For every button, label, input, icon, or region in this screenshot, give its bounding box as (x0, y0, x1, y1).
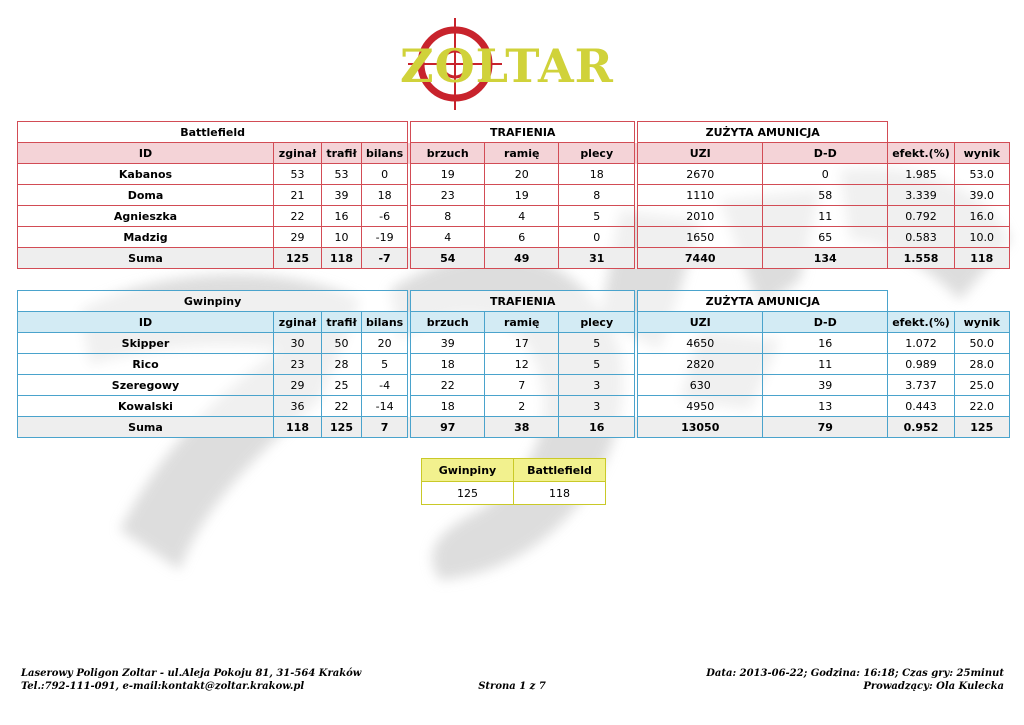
hits-title: TRAFIENIA (411, 291, 635, 312)
table-row: Kabanos 53 53 0 19 20 18 2670 0 1.985 53.0 (18, 164, 1010, 185)
footer-page-number: Strona 1 z 7 (478, 681, 546, 692)
hits-title: TRAFIENIA (411, 122, 635, 143)
team-battlefield-table (17, 121, 1010, 269)
team-name: Gwinpiny (18, 291, 408, 312)
summary-value-team2: 125 (422, 482, 514, 505)
table-row: Szeregowy 29 25 -4 22 7 3 630 39 3.737 25.0 (18, 375, 1010, 396)
header-hits: trafił (322, 143, 362, 164)
footer-host: Prowadzący: Ola Kulecka (863, 681, 1004, 692)
footer-left (21, 667, 361, 693)
header-score: wynik (954, 143, 1009, 164)
footer-address: Laserowy Poligon Zoltar - ul.Aleja Pokoju 81, 31-564 Kraków (21, 668, 362, 679)
header-uzi: UZI (638, 143, 763, 164)
zoltar-logo (400, 18, 625, 110)
header-id: ID (18, 143, 274, 164)
footer-right (706, 667, 1004, 693)
header-arm: ramię (485, 312, 559, 333)
ammo-title: ZUŻYTA AMUNICJA (638, 122, 888, 143)
header-efficiency: efekt.(%) (888, 312, 955, 333)
team-name: Battlefield (18, 122, 408, 143)
table-row: Madzig 29 10 -19 4 6 0 1650 65 0.583 10.0 (18, 227, 1010, 248)
header-deaths: zginał (274, 143, 322, 164)
header-balance: bilans (362, 312, 408, 333)
header-efficiency: efekt.(%) (888, 143, 955, 164)
header-balance: bilans (362, 143, 408, 164)
header-arm: ramię (485, 143, 559, 164)
header-id: ID (18, 312, 274, 333)
logo-text: ZOLTAR (400, 39, 614, 93)
sum-row: Suma 118 125 7 97 38 16 13050 79 0.952 125 (18, 417, 1010, 438)
summary-value-team1: 118 (514, 482, 606, 505)
summary-header-team2: Gwinpiny (422, 459, 514, 482)
table-row: Agnieszka 22 16 -6 8 4 5 2010 11 0.792 16.0 (18, 206, 1010, 227)
header-belly: brzuch (411, 312, 485, 333)
table-row: Kowalski 36 22 -14 18 2 3 4950 13 0.443 22.0 (18, 396, 1010, 417)
header-dd: D-D (763, 312, 888, 333)
table-row: Doma 21 39 18 23 19 8 1110 58 3.339 39.0 (18, 185, 1010, 206)
summary-table (421, 458, 606, 505)
team-gwinpiny-table (17, 290, 1010, 438)
header-dd: D-D (763, 143, 888, 164)
table-row: Skipper 30 50 20 39 17 5 4650 16 1.072 50.0 (18, 333, 1010, 354)
sum-row: Suma 125 118 -7 54 49 31 7440 134 1.558 118 (18, 248, 1010, 269)
table-row: Rico 23 28 5 18 12 5 2820 11 0.989 28.0 (18, 354, 1010, 375)
header-deaths: zginał (274, 312, 322, 333)
header-belly: brzuch (411, 143, 485, 164)
header-score: wynik (954, 312, 1009, 333)
footer-datetime: Data: 2013-06-22; Godzina: 16:18; Czas gry: 25minut (706, 668, 1004, 679)
header-back: plecy (559, 143, 635, 164)
footer-contact: Tel.:792-111-091, e-mail:kontakt@zoltar.krakow.pl (21, 681, 305, 692)
header-uzi: UZI (638, 312, 763, 333)
header-back: plecy (559, 312, 635, 333)
header-hits: trafił (322, 312, 362, 333)
summary-header-team1: Battlefield (514, 459, 606, 482)
ammo-title: ZUŻYTA AMUNICJA (638, 291, 888, 312)
